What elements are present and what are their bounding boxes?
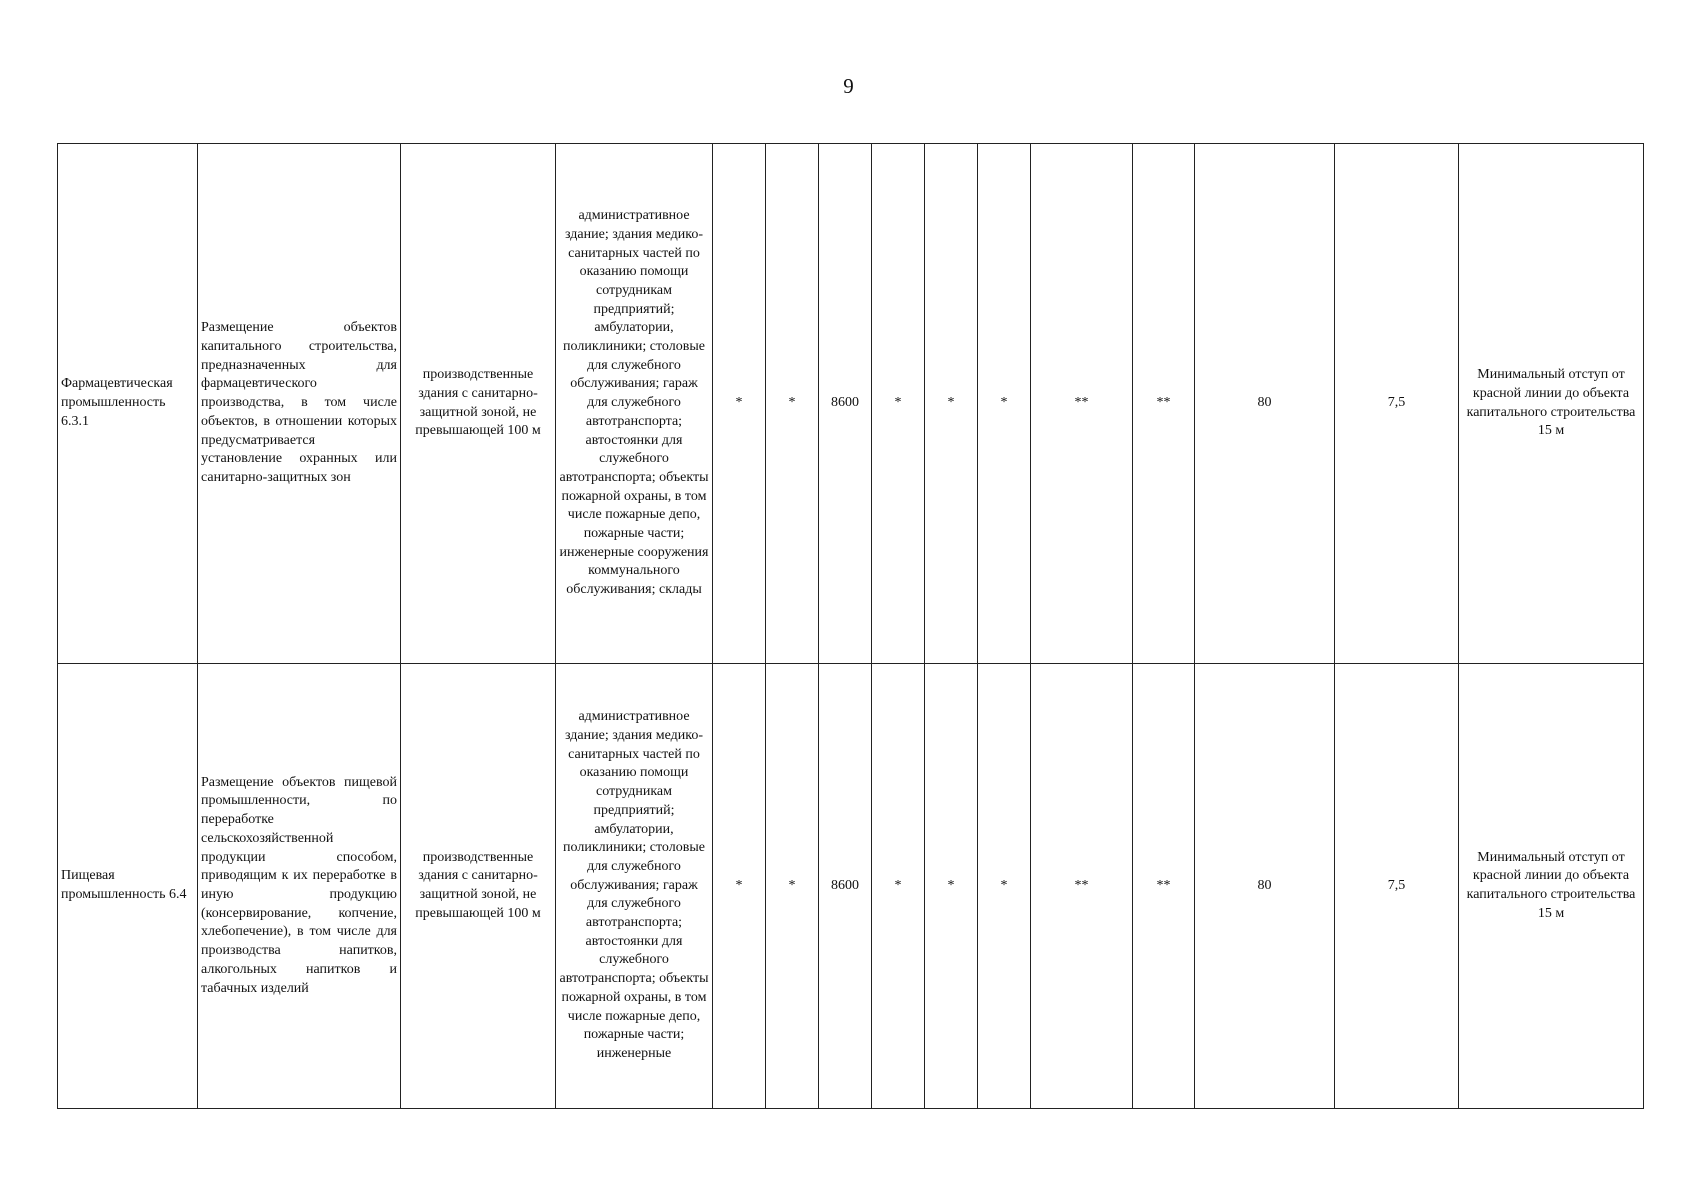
row-cell: * [925, 664, 978, 1109]
row-cell: 80 [1195, 664, 1335, 1109]
row-main-use: производственные здания с санитарно-защитной зоной, не превышающей 100 м [401, 144, 556, 664]
row-cell: ** [1133, 664, 1195, 1109]
row-aux-use: административное здание; здания медико-санитарных частей по оказанию помощи сотрудникам предприятий; амбулатории, поликлиники; столовые для служебного обслуживания; гараж для служебного автотранспорта; автостоянки для служебного автотранспорта; объекты пожарной охраны, в том числе пожарные депо, пожарные части; инженерные сооружения коммунального обслуживания; склады [556, 144, 713, 664]
row-cell: * [872, 664, 925, 1109]
row-cell: ** [1031, 664, 1133, 1109]
row-aux-use: административное здание; здания медико-санитарных частей по оказанию помощи сотрудникам предприятий; амбулатории, поликлиники; столовые для служебного обслуживания; гараж для служебного автотранспорта; автостоянки для служебного автотранспорта; объекты пожарной охраны, в том числе пожарные депо, пожарные части; инженерные [556, 664, 713, 1109]
row-cell: 8600 [819, 664, 872, 1109]
row-cell: * [978, 144, 1031, 664]
row-cell: * [713, 664, 766, 1109]
table-row [58, 664, 1644, 1109]
row-cell: ** [1031, 144, 1133, 664]
row-cell: * [713, 144, 766, 664]
row-cell: * [766, 144, 819, 664]
table-row [58, 144, 1644, 664]
row-cell: 8600 [819, 144, 872, 664]
row-note: Минимальный отступ от красной линии до объекта капитального строительства 15 м [1459, 664, 1644, 1109]
row-cell: 7,5 [1335, 664, 1459, 1109]
row-description: Размещение объектов пищевой промышленности, по переработке сельскохозяйственной продукции способом, приводящим к их переработке в иную продукцию (консервирование, копчение, хлебопечение), в том числе для производства напитков, алкогольных напитков и табачных изделий [198, 664, 401, 1109]
row-description: Размещение объектов капитального строительства, предназначенных для фармацевтического производства, в том числе объектов, в отношении которых предусматривается установление охранных или санитарно-защитных зон [198, 144, 401, 664]
row-cell: * [872, 144, 925, 664]
row-name: Пищевая промышленность 6.4 [58, 664, 198, 1109]
zoning-table [57, 143, 1644, 1109]
page-number: 9 [843, 74, 854, 98]
row-cell: 7,5 [1335, 144, 1459, 664]
row-name: Фармацевтическая промышленность 6.3.1 [58, 144, 198, 664]
row-cell: 80 [1195, 144, 1335, 664]
row-cell: * [978, 664, 1031, 1109]
row-main-use: производственные здания с санитарно-защитной зоной, не превышающей 100 м [401, 664, 556, 1109]
row-cell: ** [1133, 144, 1195, 664]
row-note: Минимальный отступ от красной линии до объекта капитального строительства 15 м [1459, 144, 1644, 664]
row-cell: * [925, 144, 978, 664]
row-cell: * [766, 664, 819, 1109]
